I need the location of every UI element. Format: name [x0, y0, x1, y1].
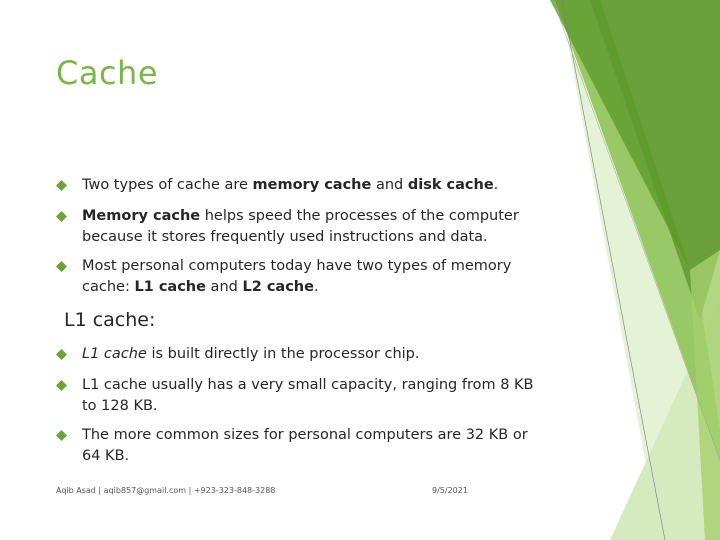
- bullet-item: [56, 175, 536, 196]
- bullet-item: [56, 206, 536, 248]
- bullet-text: Memory cache helps speed the processes of the computer because it stores frequently used instructions and data.: [82, 208, 519, 245]
- diamond-bullet-icon: [56, 261, 67, 272]
- bullet-text: The more common sizes for personal computers are 32 KB or 64 KB.: [82, 427, 528, 464]
- sub-bullet-item: [56, 344, 536, 365]
- diamond-bullet-icon: [56, 349, 67, 360]
- bullet-text: Most personal computers today have two types of memory cache: L1 cache and L2 cache.: [82, 258, 512, 295]
- bullet-text: Two types of cache are memory cache and disk cache.: [82, 177, 499, 193]
- bullet-text: L1 cache is built directly in the processor chip.: [82, 346, 420, 362]
- slide-title: Cache: [56, 54, 159, 92]
- diamond-bullet-icon: [56, 180, 67, 191]
- bullet-text: L1 cache usually has a very small capacity, ranging from 8 KB to 128 KB.: [82, 377, 534, 414]
- diamond-bullet-icon: [56, 211, 67, 222]
- bullet-item: [56, 256, 536, 298]
- sub-bullet-item: [56, 425, 536, 467]
- diamond-bullet-icon: [56, 430, 67, 441]
- sub-bullet-item: [56, 375, 536, 417]
- footer-author: Aqib Asad | aqib857@gmail.com | +923-323-848-3288: [56, 486, 276, 495]
- diamond-bullet-icon: [56, 380, 67, 391]
- footer-date: 9/5/2021: [432, 486, 468, 495]
- subheading: L1 cache:: [64, 309, 156, 331]
